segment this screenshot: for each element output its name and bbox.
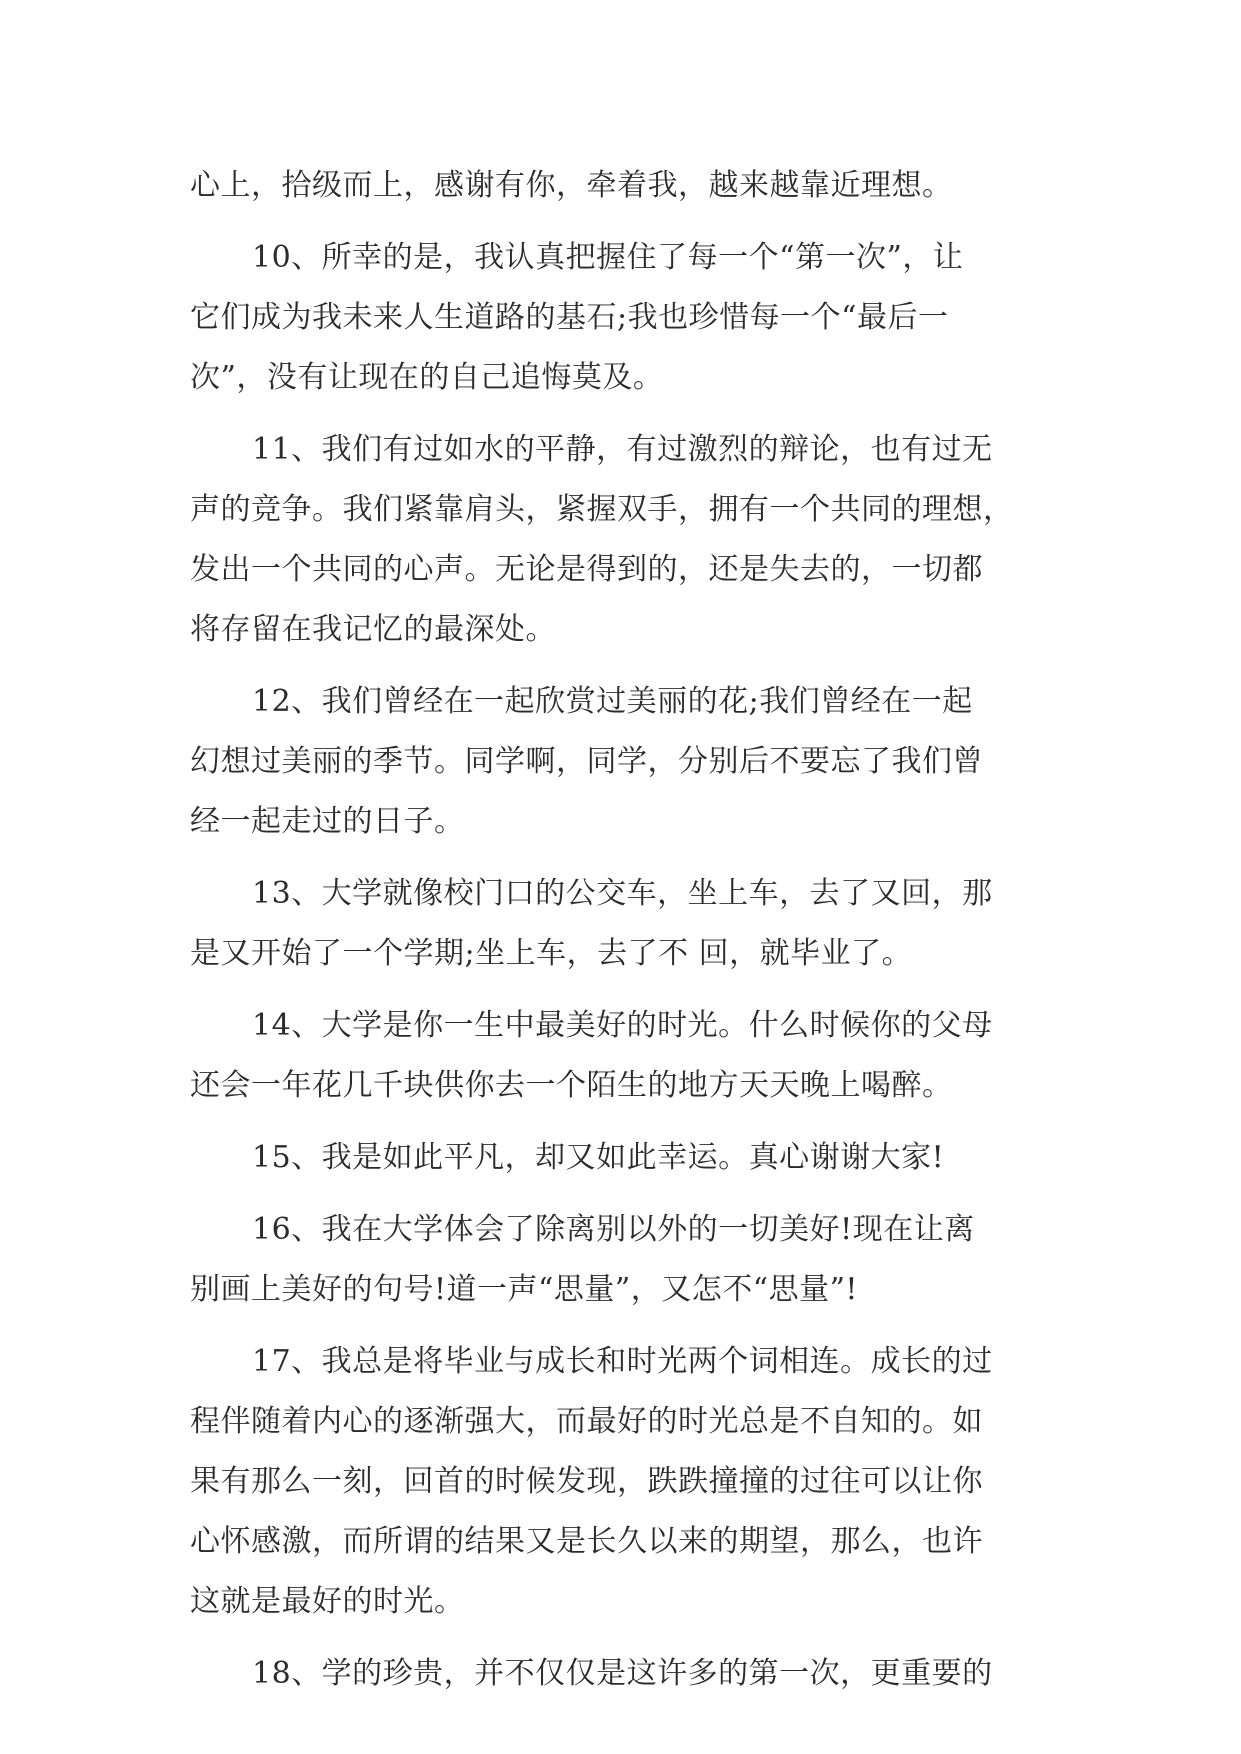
paragraph-10-line-3: 次”，没有让现在的自己追悔莫及。 — [190, 360, 664, 395]
paragraph-11-line-1: 11、我们有过如水的平静，有过激烈的辩论，也有过无 — [252, 432, 993, 467]
paragraph-16-line-1: 16、我在大学体会了除离别以外的一切美好!现在让离 — [252, 1212, 975, 1247]
paragraph-17-line-2: 程伴随着内心的逐渐强大，而最好的时光总是不自知的。如 — [190, 1404, 983, 1439]
document-body — [190, 156, 1048, 1704]
paragraph-12-line-3: 经一起走过的日子。 — [190, 804, 465, 839]
paragraph-13-line-1: 13、大学就像校门口的公交车，坐上车，去了又回，那 — [252, 876, 993, 911]
paragraph-14-line-2: 还会一年花几千块供你去一个陌生的地方天天晚上喝醉。 — [190, 1068, 953, 1103]
paragraph-13-line-2: 是又开始了一个学期;坐上车，去了不 回，就毕业了。 — [190, 936, 913, 971]
paragraph-17-line-4: 心怀感激，而所谓的结果又是长久以来的期望，那么，也许 — [190, 1524, 983, 1559]
paragraph-17-line-5: 这就是最好的时光。 — [190, 1584, 465, 1619]
paragraph-10-line-2: 它们成为我未来人生道路的基石;我也珍惜每一个“最后一 — [190, 300, 949, 335]
paragraph-15-line-1: 15、我是如此平凡，却又如此幸运。真心谢谢大家! — [252, 1140, 945, 1175]
paragraph-11-line-3: 发出一个共同的心声。无论是得到的，还是失去的，一切都 — [190, 552, 983, 587]
text-line: 心上，拾级而上，感谢有你，牵着我，越来越靠近理想。 — [190, 168, 953, 203]
paragraph-12-line-1: 12、我们曾经在一起欣赏过美丽的花;我们曾经在一起 — [252, 684, 973, 719]
paragraph-10-line-1: 10、所幸的是，我认真把握住了每一个“第一次”，让 — [252, 240, 964, 275]
paragraph-11-line-2: 声的竞争。我们紧靠肩头，紧握双手，拥有一个共同的理想， — [190, 492, 1014, 527]
paragraph-18-line-1: 18、学的珍贵，并不仅仅是这许多的第一次，更重要的 — [252, 1656, 993, 1691]
paragraph-16-line-2: 别画上美好的句号!道一声“思量”，又怎不“思量”! — [190, 1272, 858, 1307]
paragraph-12-line-2: 幻想过美丽的季节。同学啊，同学，分别后不要忘了我们曾 — [190, 744, 983, 779]
paragraph-14-line-1: 14、大学是你一生中最美好的时光。什么时候你的父母 — [252, 1008, 993, 1043]
paragraph-11-line-4: 将存留在我记忆的最深处。 — [190, 612, 556, 647]
paragraph-17-line-3: 果有那么一刻，回首的时候发现，跌跌撞撞的过往可以让你 — [190, 1464, 983, 1499]
paragraph-17-line-1: 17、我总是将毕业与成长和时光两个词相连。成长的过 — [252, 1344, 993, 1379]
